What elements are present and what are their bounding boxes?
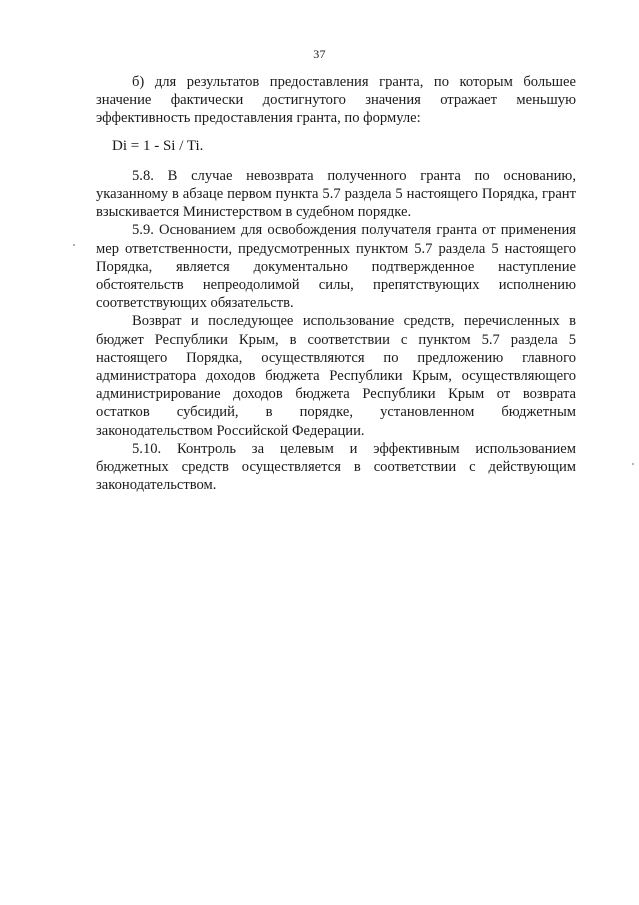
paragraph-5-10: 5.10. Контроль за целевым и эффективным использованием бюджетных средств осуществляется в соответствии с действующим законодательством. bbox=[96, 440, 576, 494]
paragraph-5-9: 5.9. Основанием для освобождения получателя гранта от применения мер ответственности, предусмотренных пунктом 5.7 раздела 5 настоящего Порядка, является документально подтвержденное наступление обстоятельств непреодолимой силы, препятствующих исполнению соответствующих обязательств. bbox=[96, 222, 576, 312]
scan-speck bbox=[73, 244, 75, 246]
page-number: 37 bbox=[313, 47, 326, 61]
paragraph-b: б) для результатов предоставления гранта, по которым большее значение фактически достигнутого значения отражает меньшую эффективность предоставления гранта, по формуле: bbox=[96, 74, 576, 127]
scan-speck bbox=[632, 463, 634, 465]
paragraph-return: Возврат и последующее использование средств, перечисленных в бюджет Республики Крым, в соответствии с пунктом 5.7 раздела 5 настоящего Порядка, осуществляются по предложению главного администратора доходов бюджета Республики Крым, осуществляющего администрирование доходов бюджета Республики Крым от возврата остатков субсидий, в порядке, установленном бюджетным законодательством Российской Федерации. bbox=[96, 313, 576, 439]
paragraph-5-8: 5.8. В случае невозврата полученного гранта по основанию, указанному в абзаце первом пункта 5.7 раздела 5 настоящего Порядка, грант взыскивается Министерством в судебном порядке. bbox=[96, 167, 576, 221]
formula: Di = 1 - Si / Ti. bbox=[112, 137, 204, 154]
document-body bbox=[96, 73, 576, 494]
